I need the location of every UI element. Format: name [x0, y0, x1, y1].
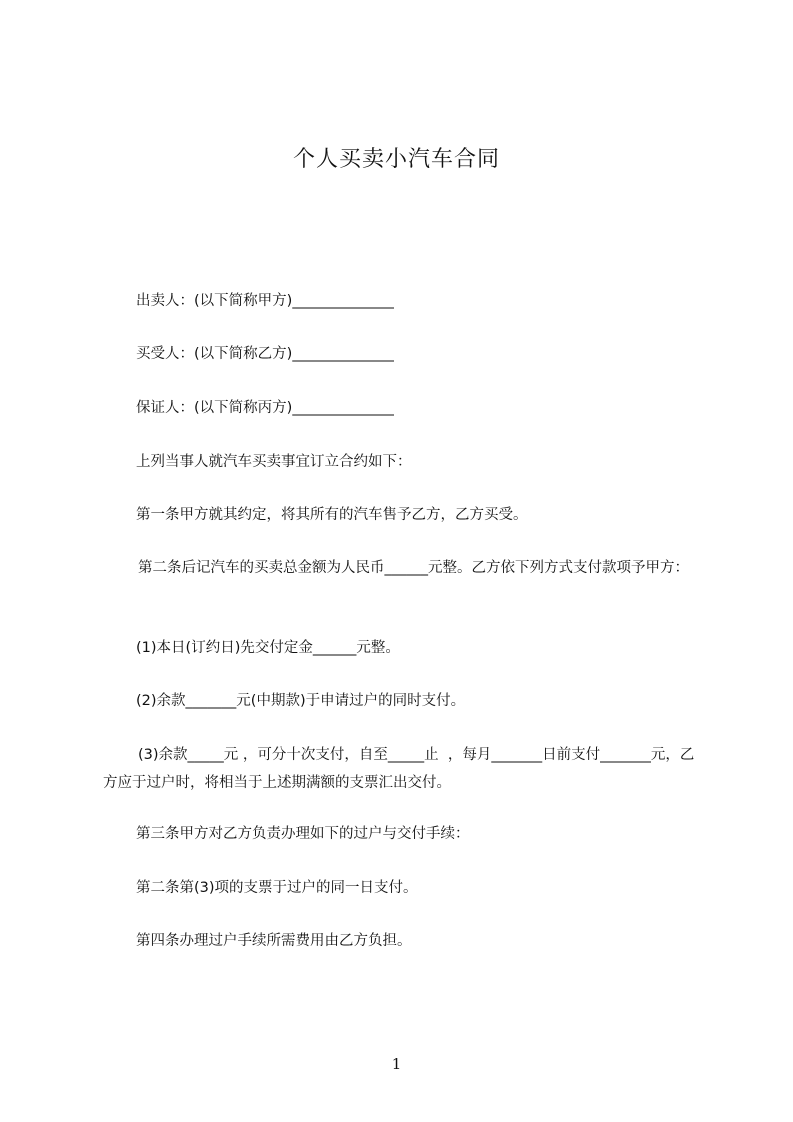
preamble-paragraph: 上列当事人就汽车买卖事宜订立合约如下：	[136, 454, 412, 470]
payment-item-3: (3)余款_____元 ，可分十次支付，自至_____止 ，每月_______日前支付_______元，乙方应于过户时，将相当于上述期满额的支票汇出交付。	[103, 747, 695, 791]
guarantor-line: 保证人：(以下简称丙方)______________	[136, 400, 394, 416]
article-1-paragraph: 第一条甲方就其约定，将其所有的汽车售予乙方，乙方买受。	[136, 507, 528, 523]
page-number: 1	[391, 1055, 402, 1073]
payment-item-1: (1)本日(订约日)先交付定金______元整。	[136, 640, 400, 656]
article-2-item-3-paragraph: 第二条第(3)项的支票于过户的同一日支付。	[136, 880, 418, 896]
article-3-paragraph: 第三条甲方对乙方负责办理如下的过户与交付手续：	[136, 826, 470, 842]
article-2-paragraph: 第二条后记汽车的买卖总金额为人民币______元整。乙方依下列方式支付款项予甲方：	[138, 560, 689, 576]
article-4-paragraph: 第四条办理过户手续所需费用由乙方负担。	[136, 933, 412, 949]
payment-item-2: (2)余款_______元(中期款)于申请过户的同时支付。	[136, 693, 466, 709]
seller-line: 出卖人：(以下简称甲方)______________	[136, 293, 394, 309]
buyer-line: 买受人：(以下简称乙方)______________	[136, 346, 394, 362]
document-title: 个人买卖小汽车合同	[292, 147, 500, 172]
